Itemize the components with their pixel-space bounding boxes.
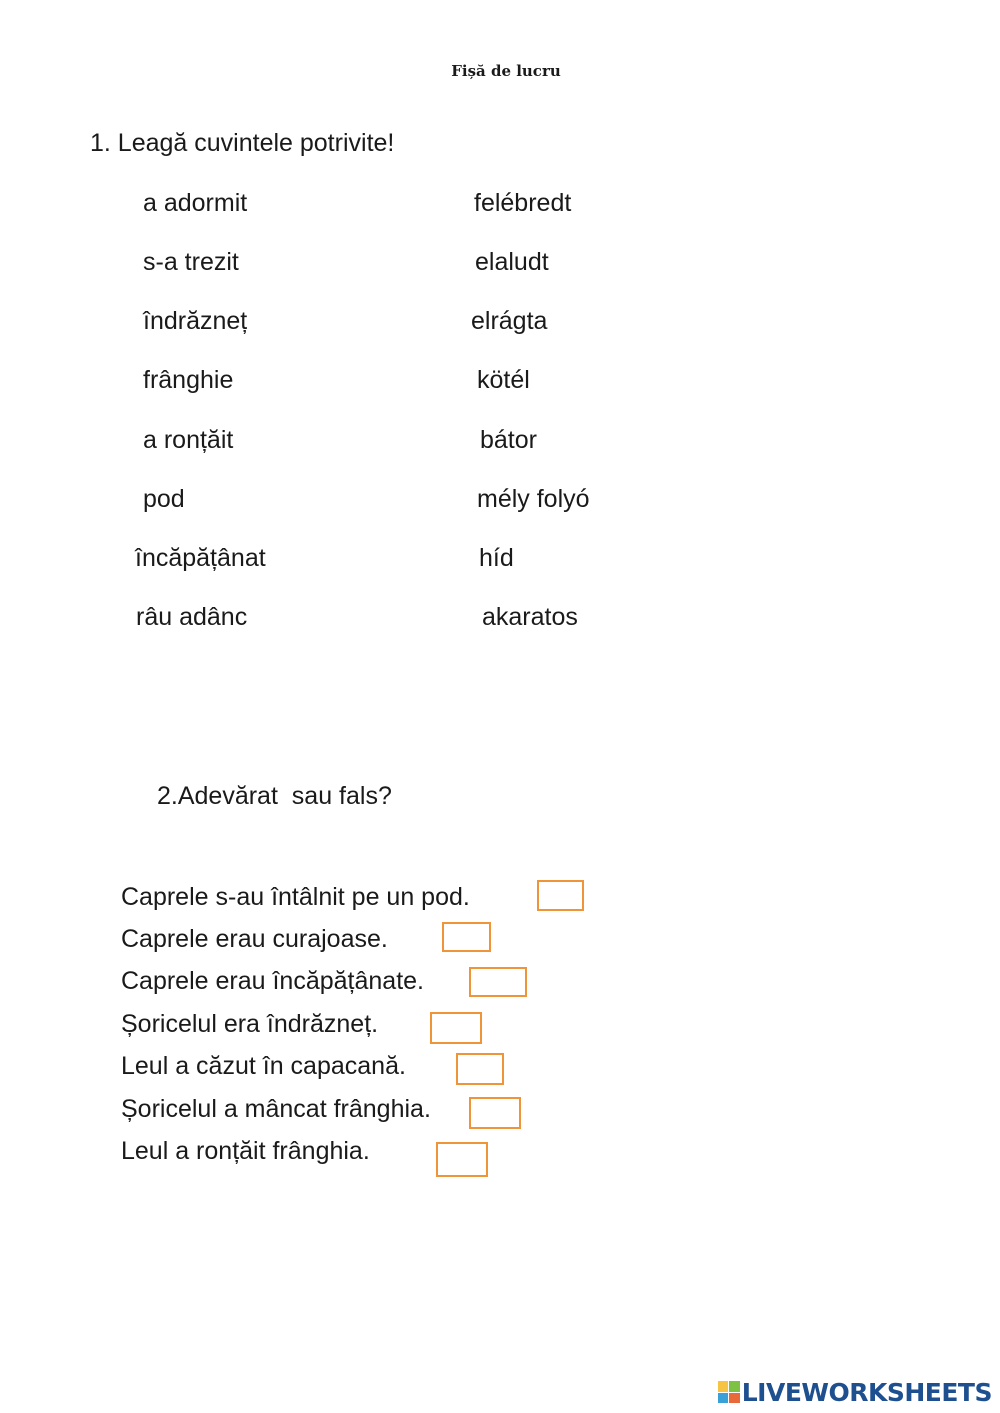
exercise2-title: 2.Adevărat sau fals? — [157, 782, 392, 810]
brand-text: LIVEWORKSHEETS — [741, 1377, 992, 1407]
right-word: felébredt — [474, 189, 572, 217]
right-word: mély folyó — [477, 485, 590, 513]
statement: Șoricelul era îndrăzneț. — [121, 1010, 379, 1038]
logo-tile — [718, 1381, 729, 1392]
left-word: râu adânc — [136, 603, 248, 631]
logo-tile — [718, 1393, 729, 1404]
answer-box[interactable] — [537, 880, 584, 911]
brand-logo-icon — [718, 1381, 740, 1403]
statement: Caprele erau încăpățânate. — [121, 967, 424, 995]
answer-box[interactable] — [469, 1097, 521, 1129]
right-word: elrágta — [471, 307, 548, 335]
answer-box[interactable] — [430, 1012, 482, 1044]
statement: Caprele s-au întâlnit pe un pod. — [121, 883, 470, 911]
brand-watermark — [718, 1374, 992, 1410]
right-word: híd — [479, 544, 514, 572]
left-word: a adormit — [143, 189, 248, 217]
statement: Șoricelul a mâncat frânghia. — [121, 1095, 431, 1123]
answer-box[interactable] — [456, 1053, 504, 1085]
left-word: s-a trezit — [143, 248, 239, 276]
answer-box[interactable] — [442, 922, 491, 952]
left-word: încăpățânat — [135, 544, 266, 572]
left-word: a ronțăit — [143, 426, 234, 454]
right-word: elaludt — [475, 248, 549, 276]
statement: Leul a căzut în capacană. — [121, 1052, 406, 1080]
left-word: frânghie — [143, 366, 234, 394]
statement: Caprele erau curajoase. — [121, 925, 388, 953]
answer-box[interactable] — [436, 1142, 488, 1177]
exercise1-title: 1. Leagă cuvintele potrivite! — [90, 129, 395, 157]
left-word: pod — [143, 485, 185, 513]
answer-box[interactable] — [469, 967, 527, 997]
right-word: akaratos — [482, 603, 578, 631]
logo-tile — [729, 1393, 740, 1404]
right-word: bátor — [480, 426, 537, 454]
logo-tile — [729, 1381, 740, 1392]
statement: Leul a ronțăit frânghia. — [121, 1137, 370, 1165]
page-title: Fișă de lucru — [451, 62, 561, 80]
right-word: kötél — [477, 366, 530, 394]
left-word: îndrăzneț — [143, 307, 248, 335]
